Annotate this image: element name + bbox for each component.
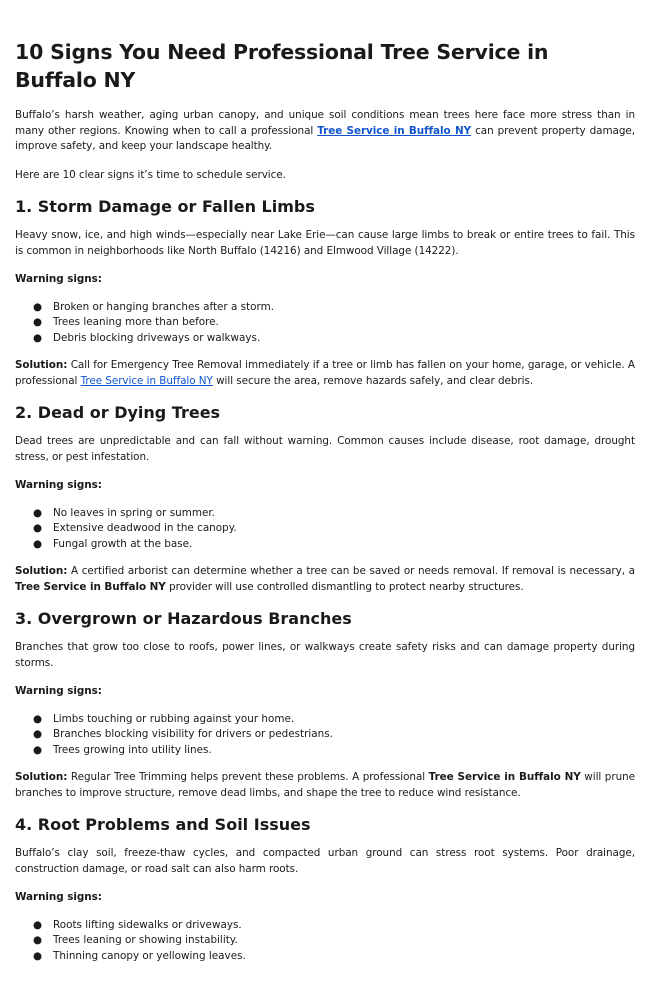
- section-2: [15, 402, 635, 595]
- intro-text-after: can prevent property damage, improve safety, and keep your landscape healthy.: [15, 124, 636, 152]
- section-body: Branches that grow too close to roofs, power lines, or walkways create safety risks and can damage property during storms.: [15, 641, 635, 669]
- bullet-icon: ●: [33, 331, 43, 344]
- warning-label: Warning signs:: [15, 685, 102, 697]
- list-item: ● No leaves in spring or summer.: [15, 506, 635, 522]
- section-4: [15, 814, 635, 964]
- section-heading: 2. Dead or Dying Trees: [15, 403, 221, 422]
- intro-paragraph: [15, 108, 635, 155]
- solution-paragraph: Solution: Regular Tree Trimming helps prevent these problems. A professional Tree Service in Buffalo NY will prune branches to improve structure, remove dead limbs, and shape the tree to reduce wind resistance.: [15, 771, 635, 799]
- section-body: Buffalo’s clay soil, freeze-thaw cycles, and compacted urban ground can stress root systems. Poor drainage, construction damage, or road salt can also harm roots.: [15, 847, 635, 875]
- warning-list: [15, 506, 635, 553]
- list-item: ● Branches blocking visibility for drivers or pedestrians.: [15, 727, 635, 743]
- list-item: ● Trees leaning more than before.: [15, 315, 635, 331]
- bullet-icon: ●: [33, 506, 43, 519]
- warning-list: [15, 712, 635, 759]
- list-item: ● Extensive deadwood in the canopy.: [15, 521, 635, 537]
- section-heading: 3. Overgrown or Hazardous Branches: [15, 609, 352, 628]
- tree-service-link[interactable]: Tree Service in Buffalo NY: [80, 374, 213, 387]
- list-item: ● Debris blocking driveways or walkways.: [15, 331, 635, 347]
- intro-paragraph-2: Here are 10 clear signs it’s time to schedule service.: [15, 168, 286, 181]
- solution-label: Solution:: [15, 359, 68, 371]
- list-item: ● Trees growing into utility lines.: [15, 743, 635, 759]
- solution-paragraph: Solution: Call for Emergency Tree Removal immediately if a tree or limb has fallen on your home, garage, or vehicle. A professional Tree Service in Buffalo NY will secure the area, remove hazards safely, and clear debris.: [15, 359, 635, 387]
- section-heading: 1. Storm Damage or Fallen Limbs: [15, 197, 315, 216]
- bullet-icon: ●: [33, 537, 43, 550]
- page-title: 10 Signs You Need Professional Tree Service in Buffalo NY: [15, 40, 549, 92]
- list-item: ● Thinning canopy or yellowing leaves.: [15, 949, 635, 965]
- list-item: ● Trees leaning or showing instability.: [15, 933, 635, 949]
- section-heading: 4. Root Problems and Soil Issues: [15, 815, 311, 834]
- list-item: ● Broken or hanging branches after a storm.: [15, 300, 635, 316]
- section-body: Heavy snow, ice, and high winds—especially near Lake Erie—can cause large limbs to break or entire trees to fail. This is common in neighborhoods like North Buffalo (14216) and Elmwood Village (14222).: [15, 229, 635, 257]
- bullet-icon: ●: [33, 949, 43, 962]
- bullet-icon: ●: [33, 728, 43, 740]
- solution-label: Solution:: [15, 565, 68, 577]
- emphasis-text: Tree Service in Buffalo NY: [428, 771, 581, 783]
- warning-list: [15, 918, 635, 965]
- solution-paragraph: Solution: A certified arborist can determine whether a tree can be saved or needs removal. If removal is necessary, a Tree Service in Buffalo NY provider will use controlled dismantling to protect nearby structures.: [15, 565, 635, 593]
- bullet-icon: ●: [33, 522, 43, 534]
- section-body: Dead trees are unpredictable and can fall without warning. Common causes include disease, root damage, drought stress, or pest infestation.: [15, 435, 635, 463]
- bullet-icon: ●: [33, 934, 43, 946]
- bullet-icon: ●: [33, 300, 43, 313]
- list-item: ● Roots lifting sidewalks or driveways.: [15, 918, 635, 934]
- bullet-icon: ●: [33, 712, 43, 725]
- section-1: [15, 196, 635, 389]
- section-3: [15, 608, 635, 801]
- warning-label: Warning signs:: [15, 479, 102, 491]
- list-item: ● Fungal growth at the base.: [15, 537, 635, 553]
- warning-list: [15, 300, 635, 347]
- bullet-icon: ●: [33, 316, 43, 328]
- warning-label: Warning signs:: [15, 891, 102, 903]
- bullet-icon: ●: [33, 918, 43, 931]
- bullet-icon: ●: [33, 743, 43, 756]
- tree-service-link[interactable]: Tree Service in Buffalo NY: [317, 124, 472, 137]
- emphasis-text: Tree Service in Buffalo NY: [15, 580, 166, 593]
- solution-label: Solution:: [15, 771, 68, 783]
- warning-label: Warning signs:: [15, 273, 102, 285]
- intro-text-before: Buffalo’s harsh weather, aging urban canopy, and unique soil conditions mean trees here face more stress than in many other regions. Knowing when to call a professional: [15, 109, 635, 137]
- list-item: ● Limbs touching or rubbing against your home.: [15, 712, 635, 728]
